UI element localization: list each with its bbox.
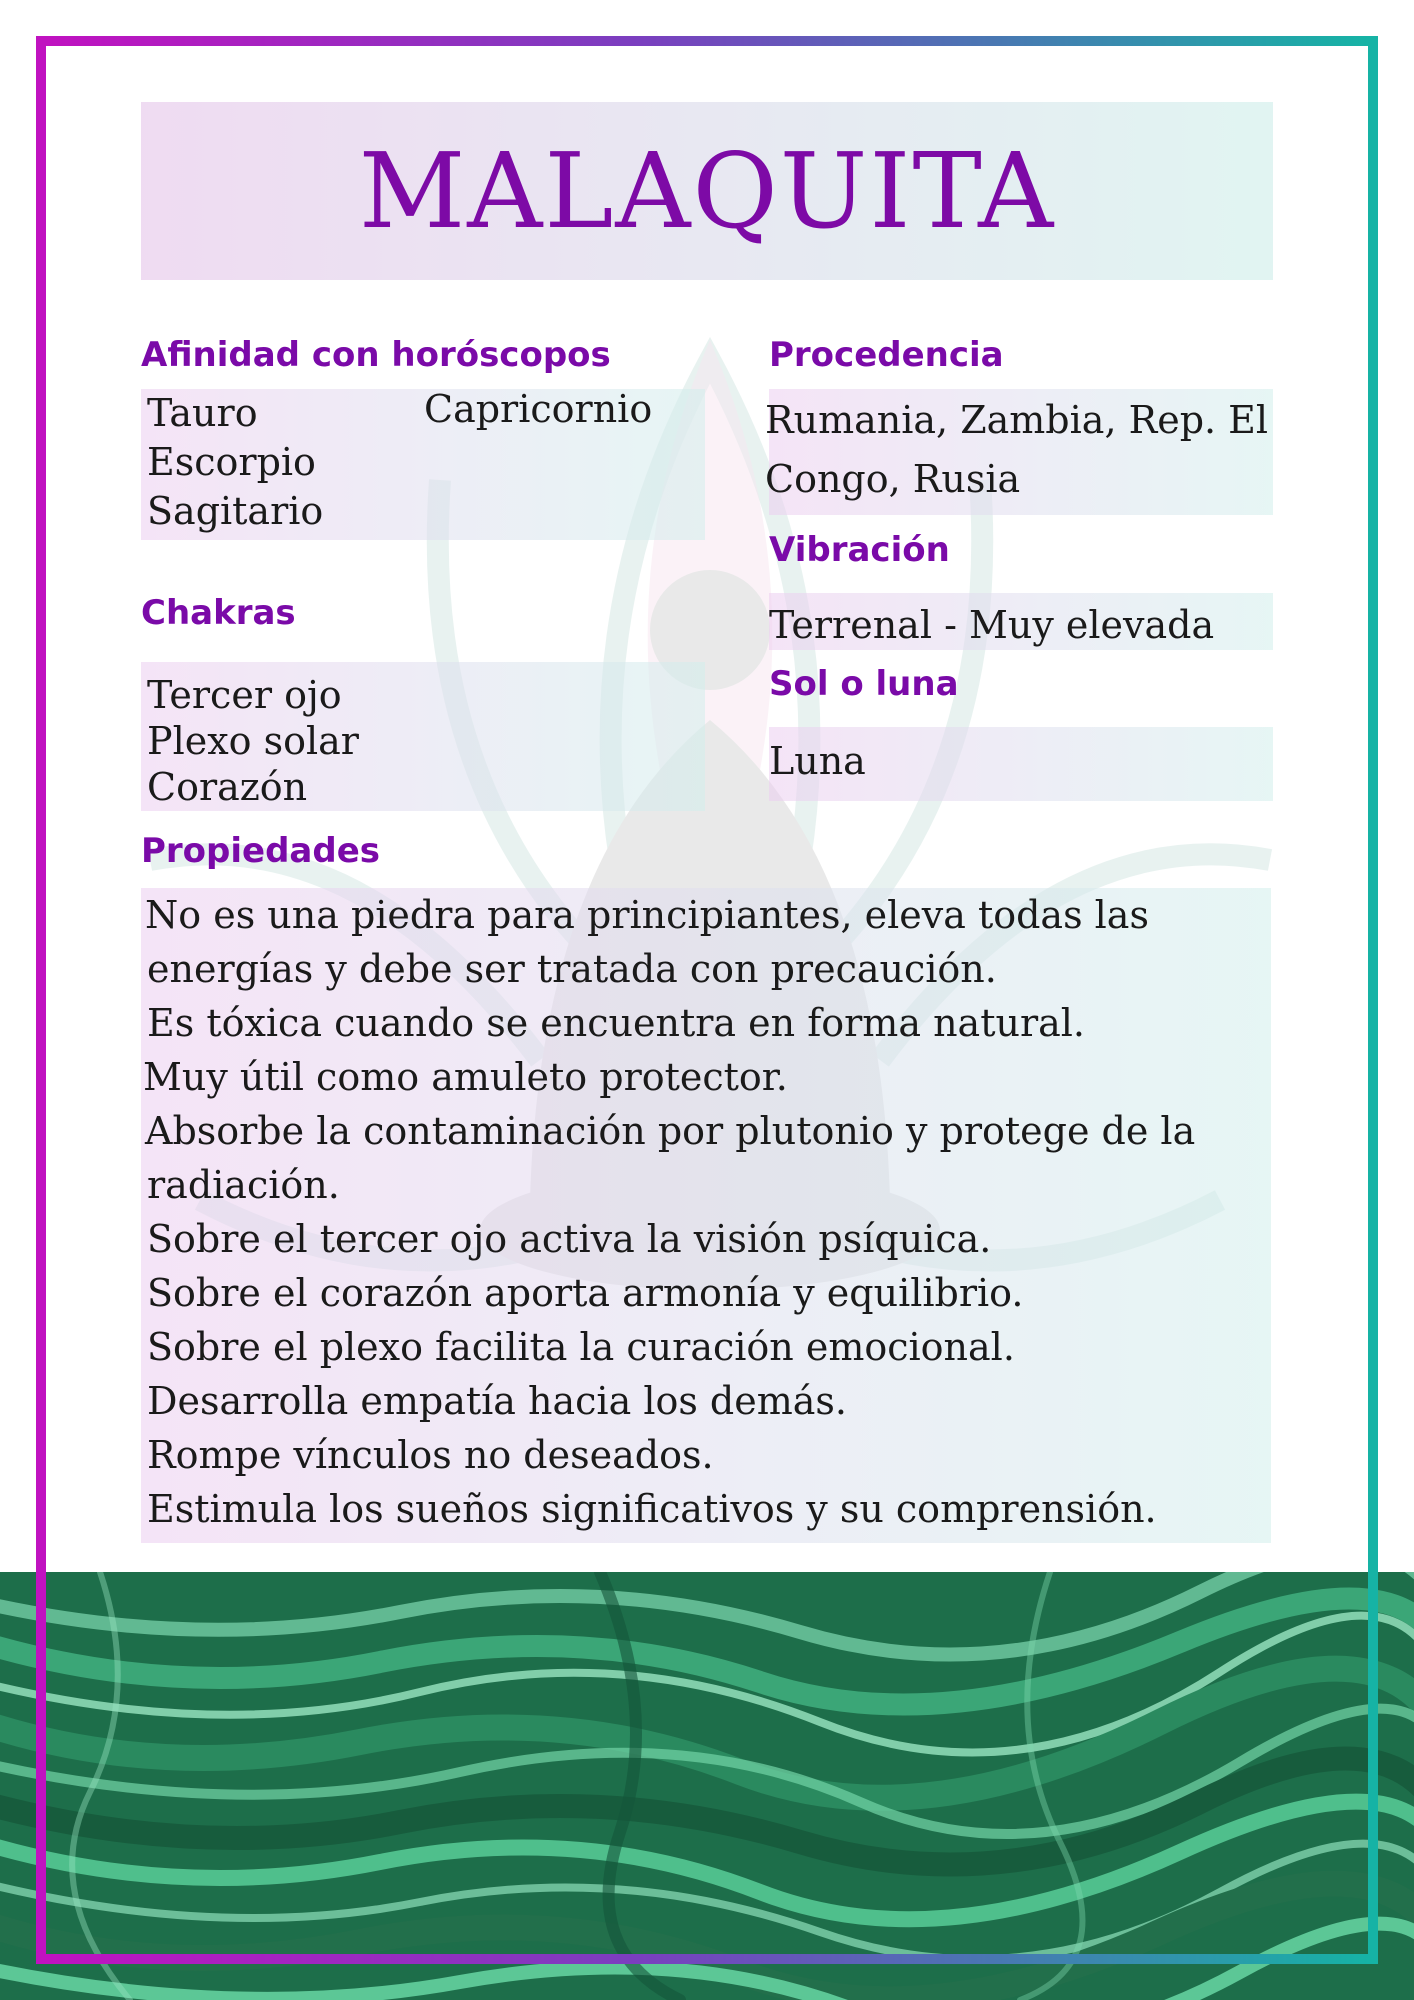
sol-luna-label: Sol o luna [769,664,959,704]
sol-luna-box [769,727,1273,801]
sol-luna-value: Luna [769,739,866,783]
horoscopo-item: Escorpio [147,440,316,484]
propiedades-label: Propiedades [141,831,381,871]
propiedad-line: Sobre el tercer ojo activa la visión psíquica. [147,1217,992,1261]
horoscopo-extra: Capricornio [424,387,653,431]
horoscopos-box [141,389,705,540]
chakras-label: Chakras [141,593,296,633]
horoscopos-list [147,389,323,536]
chakra-item: Tercer ojo [147,673,342,717]
propiedad-line: Absorbe la contaminación por plutonio y protege de la [145,1109,1196,1153]
horoscopo-item: Sagitario [147,489,324,533]
chakra-item: Plexo solar [147,719,359,763]
vibracion-label: Vibración [769,530,950,570]
propiedad-line: Muy útil como amuleto protector. [143,1055,788,1099]
propiedades-box [141,888,1271,1543]
propiedad-line: Sobre el corazón aporta armonía y equilibrio. [147,1271,1024,1315]
propiedad-line: radiación. [147,1163,340,1207]
procedencia-line: Congo, Rusia [765,457,1021,501]
chakra-item: Corazón [147,765,308,809]
propiedad-line: Es tóxica cuando se encuentra en forma natural. [147,1001,1085,1045]
propiedad-line: Sobre el plexo facilita la curación emocional. [147,1325,1015,1369]
procedencia-text [765,391,1268,509]
chakras-list [147,672,359,810]
malachite-texture-image [0,1572,1414,2000]
procedencia-line: Rumania, Zambia, Rep. El [765,398,1269,442]
propiedad-line: Rompe vínculos no deseados. [147,1433,714,1477]
propiedad-line: energías y debe ser tratada con precaución. [147,947,997,991]
procedencia-box [765,389,1273,515]
propiedades-list [145,888,1195,1536]
propiedad-line: No es una piedra para principiantes, eleva todas las [145,893,1149,937]
horoscopos-label: Afinidad con horóscopos [141,335,611,375]
page-title: MALAQUITA [358,130,1056,252]
vibracion-value: Terrenal - Muy elevada [769,603,1215,647]
propiedad-line: Estimula los sueños significativos y su comprensión. [147,1487,1157,1531]
procedencia-label: Procedencia [769,335,1004,375]
vibracion-box [769,593,1273,650]
chakras-box [141,662,705,811]
propiedad-line: Desarrolla empatía hacia los demás. [147,1379,848,1423]
title-banner [141,102,1273,280]
horoscopo-item: Tauro [147,391,258,435]
